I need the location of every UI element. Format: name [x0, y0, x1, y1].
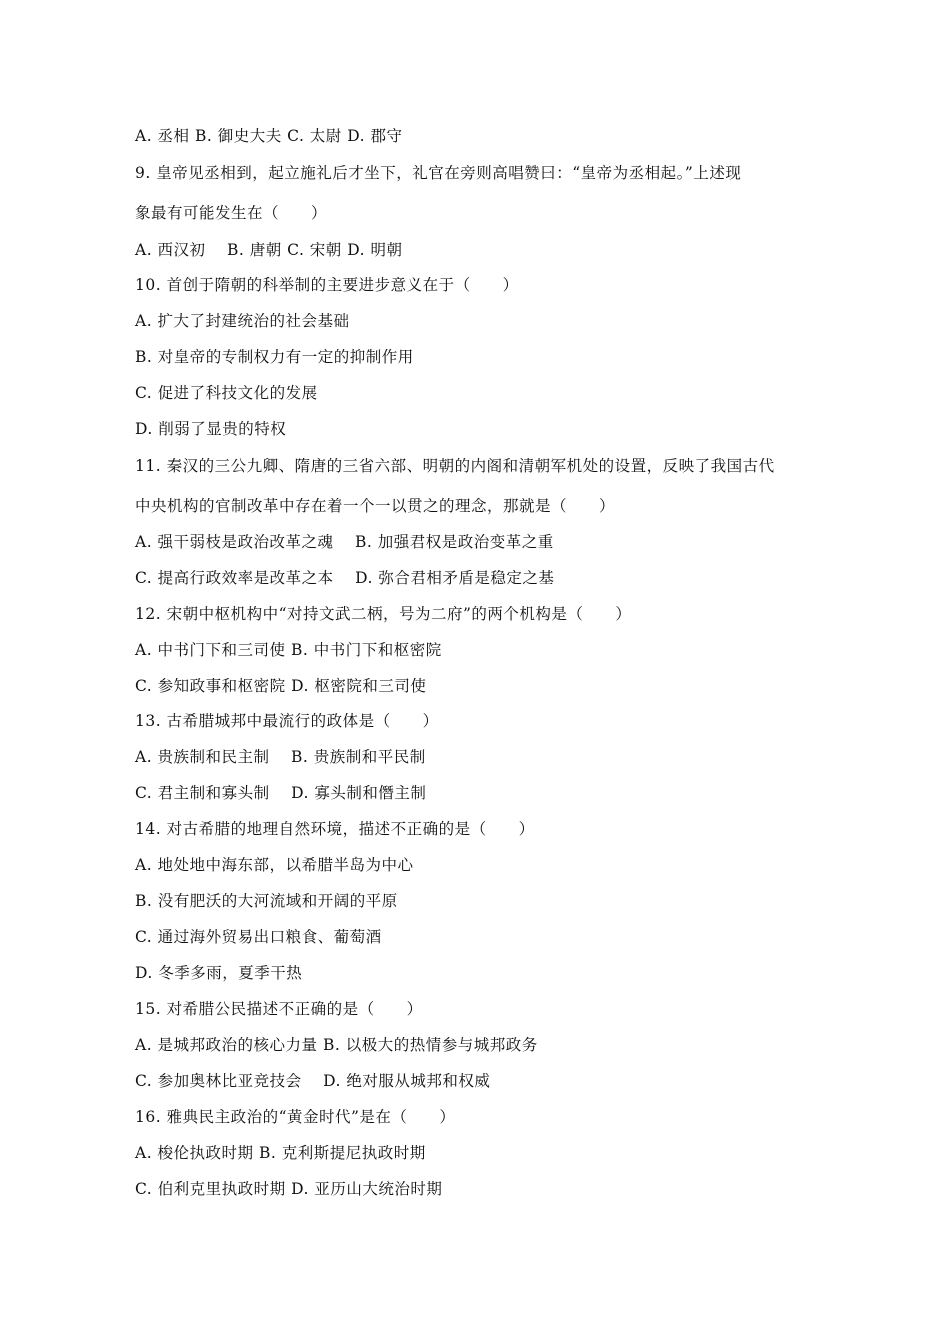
q11-stem-line2: 中央机构的官制改革中存在着一个一以贯之的理念，那就是（ ） — [135, 497, 616, 515]
q8-options: A. 丞相 B. 御史大夫 C. 太尉 D. 郡守 — [135, 127, 403, 145]
q14-option-c: C. 通过海外贸易出口粮食、葡萄酒 — [135, 928, 382, 946]
q12-options-ab: A. 中书门下和三司使 B. 中书门下和枢密院 — [135, 641, 442, 659]
q15-options-ab: A. 是城邦政治的核心力量 B. 以极大的热情参与城邦政务 — [135, 1036, 538, 1054]
q13-stem: 13. 古希腊城邦中最流行的政体是（ ） — [135, 712, 439, 730]
q9-stem-line1: 9. 皇帝见丞相到，起立施礼后才坐下，礼官在旁则高唱赞曰：“皇帝为丞相起。”上述现 — [135, 164, 742, 182]
q11-options-ab: A. 强干弱枝是政治改革之魂 B. 加强君权是政治变革之重 — [135, 533, 554, 551]
q13-options-ab: A. 贵族制和民主制 B. 贵族制和平民制 — [135, 748, 426, 766]
q9-options: A. 西汉初 B. 唐朝 C. 宋朝 D. 明朝 — [135, 241, 403, 259]
q16-options-ab: A. 梭伦执政时期 B. 克利斯提尼执政时期 — [135, 1144, 426, 1162]
q13-options-cd: C. 君主制和寡头制 D. 寡头制和僭主制 — [135, 784, 427, 802]
q14-option-b: B. 没有肥沃的大河流域和开阔的平原 — [135, 892, 398, 910]
q15-options-cd: C. 参加奥林比亚竞技会 D. 绝对服从城邦和权威 — [135, 1072, 491, 1090]
q9-stem-line2: 象最有可能发生在（ ） — [135, 204, 328, 222]
q12-options-cd: C. 参知政事和枢密院 D. 枢密院和三司使 — [135, 677, 427, 695]
q15-stem: 15. 对希腊公民描述不正确的是（ ） — [135, 1000, 423, 1018]
q11-stem-line1: 11. 秦汉的三公九卿、隋唐的三省六部、明朝的内阁和清朝军机处的设置，反映了我国古代 — [135, 457, 775, 475]
q11-options-cd: C. 提高行政效率是改革之本 D. 弥合君相矛盾是稳定之基 — [135, 569, 555, 587]
q12-stem: 12. 宋朝中枢机构中“对持文武二柄，号为二府”的两个机构是（ ） — [135, 605, 632, 623]
q10-option-c: C. 促进了科技文化的发展 — [135, 384, 318, 402]
q10-stem: 10. 首创于隋朝的科举制的主要进步意义在于（ ） — [135, 276, 519, 294]
q14-option-d: D. 冬季多雨，夏季干热 — [135, 964, 303, 982]
q10-option-b: B. 对皇帝的专制权力有一定的抑制作用 — [135, 348, 414, 366]
q10-option-d: D. 削弱了显贵的特权 — [135, 420, 287, 438]
q16-stem: 16. 雅典民主政治的“黄金时代”是在（ ） — [135, 1108, 456, 1126]
q10-option-a: A. 扩大了封建统治的社会基础 — [135, 312, 350, 330]
q14-option-a: A. 地处地中海东部，以希腊半岛为中心 — [135, 856, 414, 874]
q16-options-cd: C. 伯利克里执政时期 D. 亚历山大统治时期 — [135, 1180, 443, 1198]
q14-stem: 14. 对古希腊的地理自然环境，描述不正确的是（ ） — [135, 820, 535, 838]
